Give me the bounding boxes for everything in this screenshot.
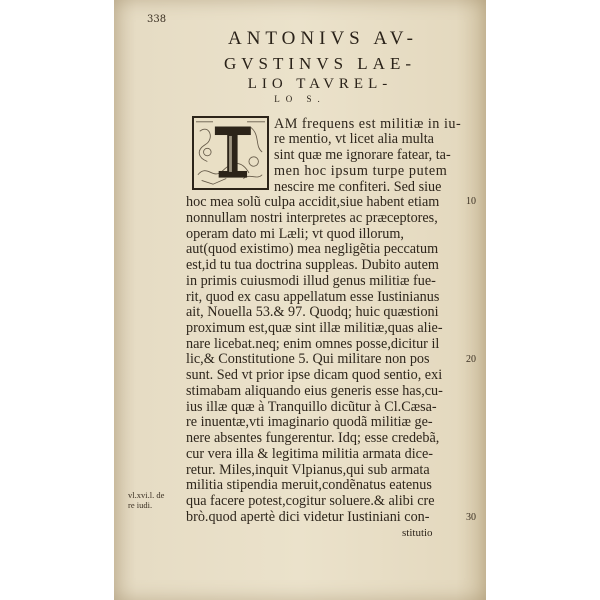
- text-line: sunt. Sed vt prior ipse dicam quod sentio, exi: [186, 367, 443, 383]
- text-line: men hoc ipsum turpe putem: [274, 163, 448, 179]
- text-line: re inuentæ,vti imaginario quodã militiæ ge-: [186, 414, 433, 430]
- heading-line-2: GVSTINVS LAE-: [223, 54, 417, 73]
- heading-line-1: ANTONIVS AV-: [227, 28, 419, 49]
- decorated-initial: [192, 116, 269, 190]
- text-line: nescire me confiteri. Sed siue: [274, 179, 442, 195]
- catchword: stitutio: [402, 527, 433, 539]
- margin-note-line: re iudi.: [128, 500, 153, 510]
- text-line: militia stipendia meruit,condẽnatus eatenus: [186, 477, 432, 493]
- text-line: AM frequens est militiæ in iu-: [274, 116, 462, 132]
- text-line: brò.quod apertè dici videtur Iustiniani con-: [186, 509, 430, 525]
- woodcut-initial-icon: [194, 118, 267, 188]
- text-line: nonnullam nostri interpretes ac præceptores,: [186, 210, 438, 226]
- text-line: hoc mea solũ culpa accidit,siue habent etiam: [186, 194, 440, 210]
- text-line: stimabam aliquando eius generis esse has,cu-: [186, 383, 443, 399]
- margin-note: [128, 490, 164, 510]
- text-line: lic,& Constitutione 5. Qui militare non pos: [186, 351, 430, 367]
- margin-line-number: 10: [466, 196, 476, 207]
- text-line: ait, Nouella 53.& 97. Quodq; huic quæstioni: [186, 304, 439, 320]
- text-line: aut(quod existimo) mea negligẽtia peccatum: [186, 241, 439, 257]
- heading-line-3: LIO TAVREL-: [247, 76, 393, 92]
- text-line: sint quæ me ignorare fatear, ta-: [274, 147, 451, 163]
- text-line: retur. Miles,inquit Vlpianus,qui sub armata: [186, 462, 430, 478]
- text-line: qua facere potest,cogitur soluere.& alibi cre: [186, 493, 435, 509]
- text-line: est,id tu tua doctrina suppleas. Dubito autem: [186, 257, 439, 273]
- text-line: re mentio, vt licet alia multa: [274, 131, 434, 147]
- margin-note-line: vl.xvi.l. de: [128, 490, 165, 500]
- text-line: cur vera illa & legitima militia armata dice-: [186, 446, 433, 462]
- text-line: nare licebat.neq; enim omnes posse,dicitur il: [186, 336, 440, 352]
- text-line: ius illæ quæ à Tranquillo dicũtur à Cl.Cæsa-: [186, 399, 437, 415]
- text-line: rit, quod ex casu appellatum esse Iustinianus: [186, 289, 440, 305]
- page-number: 338: [147, 14, 167, 25]
- text-line: operam dato mi Læli; vt quod illorum,: [186, 226, 404, 242]
- margin-line-number: 30: [466, 512, 476, 523]
- heading-line-4: LO S.: [274, 94, 326, 104]
- text-line: proximum est,quæ sint illæ militiæ,quas alie-: [186, 320, 443, 336]
- text-line: in primis cuiusmodi illud genus militiæ fue-: [186, 273, 436, 289]
- margin-line-number: 20: [466, 354, 476, 365]
- text-line: nere absentes fungerentur. Idq; esse credebã,: [186, 430, 440, 446]
